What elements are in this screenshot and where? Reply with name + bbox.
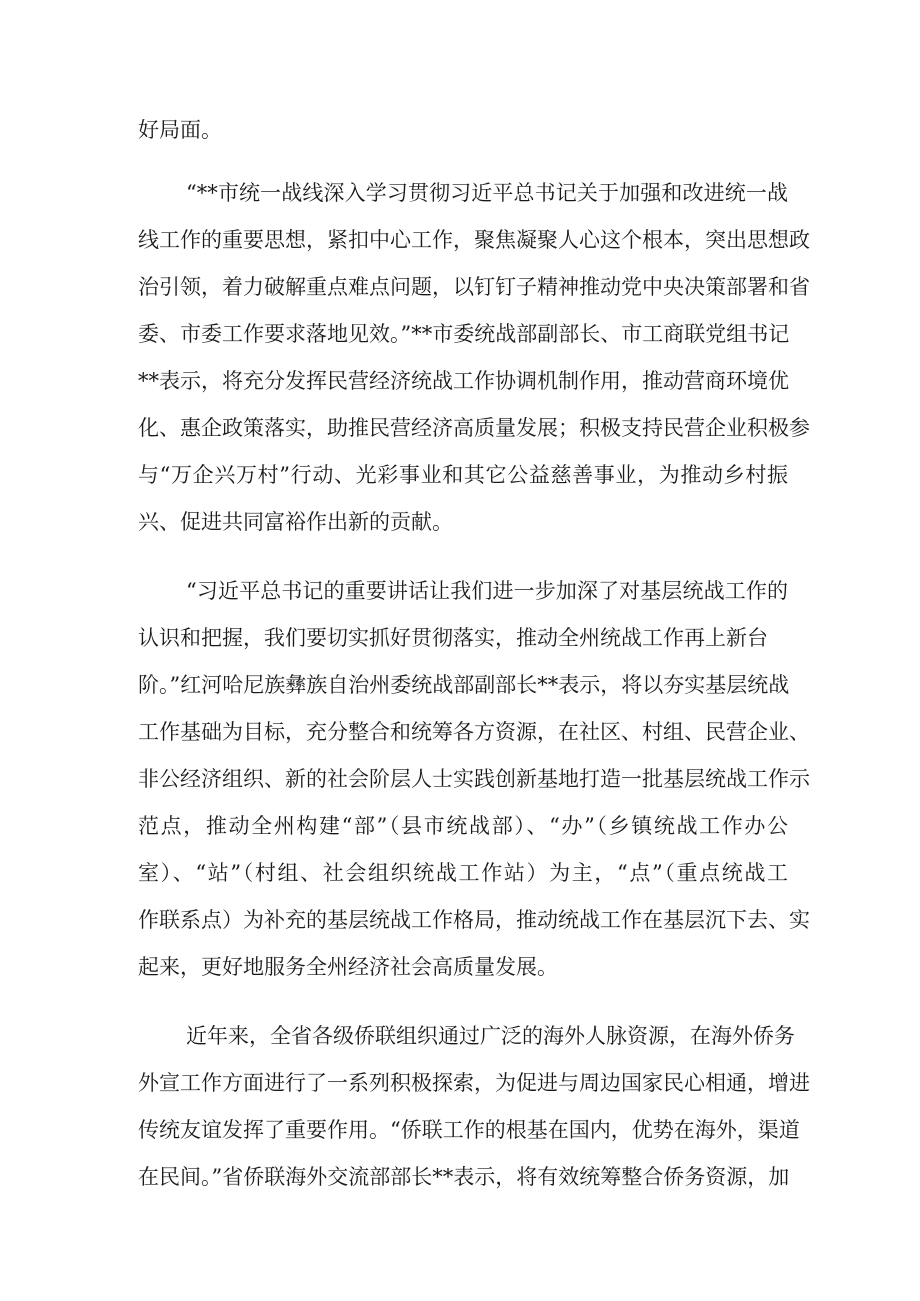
paragraph-3-line-2: 认识和把握，我们要切实抓好贯彻落实，推动全州统战工作再上新台 (138, 626, 768, 650)
paragraph-2-line-6: 化、惠企政策落实，助推民营经济高质量发展；积极支持民营企业积极参 (138, 416, 810, 440)
paragraph-4-line-2: 外宣工作方面进行了一系列积极探索，为促进与周边国家民心相通，增进 (138, 1071, 810, 1095)
paragraph-2-line-8: 兴、促进共同富裕作出新的贡献。 (138, 510, 453, 534)
paragraph-3-line-5: 非公经济组织、新的社会阶层人士实践创新基地打造一批基层统战工作示 (138, 767, 810, 791)
paragraph-3-line-3: 阶。”红河哈尼族彝族自治州委统战部副部长**表示，将以夯实基层统战 (138, 673, 790, 697)
paragraph-3-line-7: 室）、“站”（村组、社会组织统战工作站）为主，“点”（重点统战工 (138, 861, 788, 885)
paragraph-4-line-1: 近年来，全省各级侨联组织通过广泛的海外人脉资源，在海外侨务 (186, 1024, 795, 1048)
paragraph-4-line-3: 传统友谊发挥了重要作用。“侨联工作的根基在国内，优势在海外，渠道 (138, 1118, 800, 1142)
paragraph-2-line-4: 委、市委工作要求落地见效。”**市委统战部副部长、市工商联党组书记 (138, 322, 790, 346)
paragraph-3-line-9: 起来，更好地服务全州经济社会高质量发展。 (138, 955, 558, 979)
paragraph-2-line-2: 线工作的重要思想，紧扣中心工作，聚焦凝聚人心这个根本，突出思想政 (138, 228, 810, 252)
paragraph-2-line-3: 治引领，着力破解重点难点问题，以钉钉子精神推动党中央决策部署和省 (138, 275, 810, 299)
paragraph-3-line-8: 作联系点）为补充的基层统战工作格局，推动统战工作在基层沉下去、实 (138, 908, 810, 932)
paragraph-2-line-5: **表示，将充分发挥民营经济统战工作协调机制作用，推动营商环境优 (138, 369, 789, 393)
paragraph-3-line-1: “习近平总书记的重要讲话让我们进一步加深了对基层统战工作的 (186, 579, 788, 603)
paragraph-1-line-1: 好局面。 (138, 118, 222, 142)
paragraph-2-line-7: 与“万企兴万村”行动、光彩事业和其它公益慈善事业，为推动乡村振 (138, 463, 788, 487)
paragraph-3-line-6: 范点，推动全州构建“部”（县市统战部）、“办”（乡镇统战工作办公 (138, 814, 788, 838)
paragraph-4-line-4: 在民间。”省侨联海外交流部部长**表示，将有效统筹整合侨务资源，加 (138, 1165, 790, 1189)
paragraph-3-line-4: 工作基础为目标，充分整合和统筹各方资源，在社区、村组、民营企业、 (138, 720, 810, 744)
paragraph-2-line-1: “**市统一战线深入学习贯彻习近平总书记关于加强和改进统一战 (186, 181, 788, 205)
